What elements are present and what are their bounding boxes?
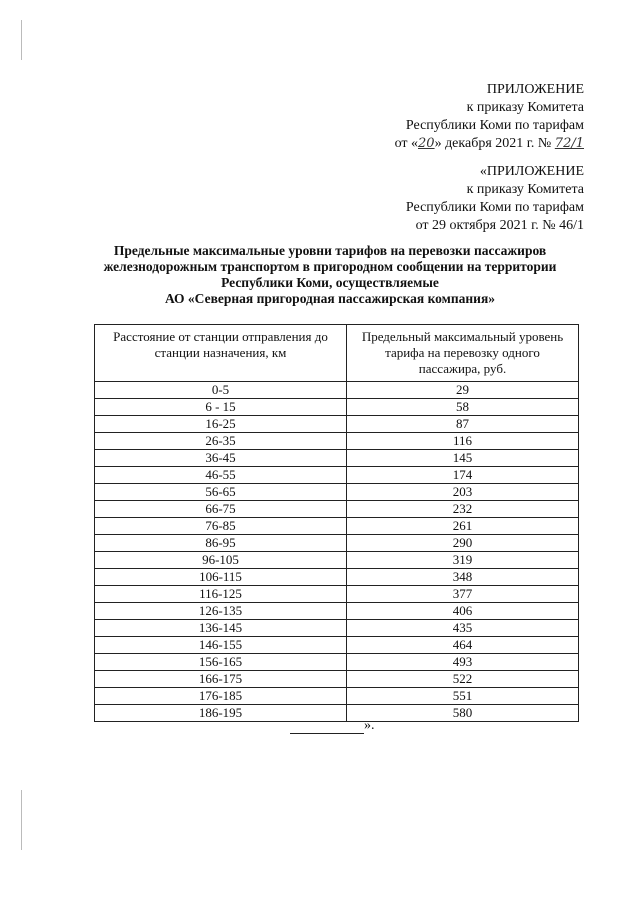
previous-appendix-heading: «ПРИЛОЖЕНИЕ <box>479 164 584 179</box>
scan-margin-mark <box>21 20 22 60</box>
appendix-heading: ПРИЛОЖЕНИЕ <box>486 82 584 97</box>
header-distance: Расстояние от станции отправления до станции назначения, км <box>95 325 347 382</box>
table-row <box>95 399 579 416</box>
appendix-current-block <box>395 81 584 153</box>
distance-cell: 46-55 <box>95 467 347 484</box>
distance-cell: 176-185 <box>95 688 347 705</box>
tariff-cell: 406 <box>347 603 579 620</box>
distance-cell: 136-145 <box>95 620 347 637</box>
tariff-cell: 261 <box>347 518 579 535</box>
tariff-table-body <box>95 382 579 722</box>
tariff-cell: 551 <box>347 688 579 705</box>
tariff-cell: 87 <box>347 416 579 433</box>
distance-cell: 126-135 <box>95 603 347 620</box>
table-row <box>95 484 579 501</box>
scan-margin-mark <box>21 790 22 850</box>
tariff-cell: 493 <box>347 654 579 671</box>
distance-cell: 186-195 <box>95 705 347 722</box>
table-row <box>95 603 579 620</box>
previous-date-line: от 29 октября 2021 г. № 46/1 <box>415 218 584 233</box>
document-title <box>80 243 580 307</box>
distance-cell: 156-165 <box>95 654 347 671</box>
tariff-cell: 116 <box>347 433 579 450</box>
table-row <box>95 654 579 671</box>
tariff-cell: 174 <box>347 467 579 484</box>
handwritten-day: 20 <box>418 136 435 151</box>
signature-underline <box>290 719 364 734</box>
tariff-cell: 348 <box>347 569 579 586</box>
appendix-order-line: к приказу Комитета <box>466 100 584 115</box>
tariff-cell: 29 <box>347 382 579 399</box>
table-row <box>95 671 579 688</box>
table-row <box>95 535 579 552</box>
closing-quote: ». <box>364 718 375 733</box>
table-row <box>95 518 579 535</box>
table-row <box>95 552 579 569</box>
distance-cell: 76-85 <box>95 518 347 535</box>
table-row <box>95 637 579 654</box>
table-row <box>95 433 579 450</box>
tariff-cell: 522 <box>347 671 579 688</box>
previous-order-line: к приказу Комитета <box>466 182 584 197</box>
tariff-table <box>94 324 579 722</box>
tariff-cell: 319 <box>347 552 579 569</box>
distance-cell: 56-65 <box>95 484 347 501</box>
table-row <box>95 467 579 484</box>
distance-cell: 146-155 <box>95 637 347 654</box>
date-suffix: » декабря 2021 г. № <box>434 136 552 151</box>
distance-cell: 6 - 15 <box>95 399 347 416</box>
distance-cell: 86-95 <box>95 535 347 552</box>
tariff-cell: 203 <box>347 484 579 501</box>
table-row <box>95 586 579 603</box>
previous-committee-line: Республики Коми по тарифам <box>405 200 584 215</box>
distance-cell: 166-175 <box>95 671 347 688</box>
appendix-date-line <box>395 135 584 153</box>
distance-cell: 16-25 <box>95 416 347 433</box>
distance-cell: 36-45 <box>95 450 347 467</box>
distance-cell: 96-105 <box>95 552 347 569</box>
tariff-cell: 580 <box>347 705 579 722</box>
closing-line <box>290 718 375 734</box>
distance-cell: 0-5 <box>95 382 347 399</box>
table-row <box>95 450 579 467</box>
tariff-cell: 58 <box>347 399 579 416</box>
handwritten-order-number: 72/1 <box>554 136 584 151</box>
tariff-cell: 290 <box>347 535 579 552</box>
tariff-cell: 145 <box>347 450 579 467</box>
table-row <box>95 501 579 518</box>
table-header-row <box>95 325 579 382</box>
table-row <box>95 688 579 705</box>
distance-cell: 116-125 <box>95 586 347 603</box>
table-row <box>95 620 579 637</box>
title-line: Республики Коми, осуществляемые <box>221 275 439 290</box>
distance-cell: 26-35 <box>95 433 347 450</box>
table-row <box>95 416 579 433</box>
title-line: железнодорожным транспортом в пригородном сообщении на территории <box>103 259 557 274</box>
tariff-cell: 232 <box>347 501 579 518</box>
header-tariff: Предельный максимальный уровень тарифа на перевозку одного пассажира, руб. <box>347 325 579 382</box>
tariff-cell: 435 <box>347 620 579 637</box>
tariff-cell: 464 <box>347 637 579 654</box>
date-prefix: от « <box>394 136 419 151</box>
tariff-cell: 377 <box>347 586 579 603</box>
distance-cell: 66-75 <box>95 501 347 518</box>
title-line: Предельные максимальные уровни тарифов на перевозки пассажиров <box>113 243 547 258</box>
title-line: АО «Северная пригородная пассажирская компания» <box>164 291 496 306</box>
appendix-previous-block <box>406 163 584 235</box>
table-row <box>95 382 579 399</box>
appendix-committee-line: Республики Коми по тарифам <box>405 118 584 133</box>
distance-cell: 106-115 <box>95 569 347 586</box>
table-row <box>95 569 579 586</box>
